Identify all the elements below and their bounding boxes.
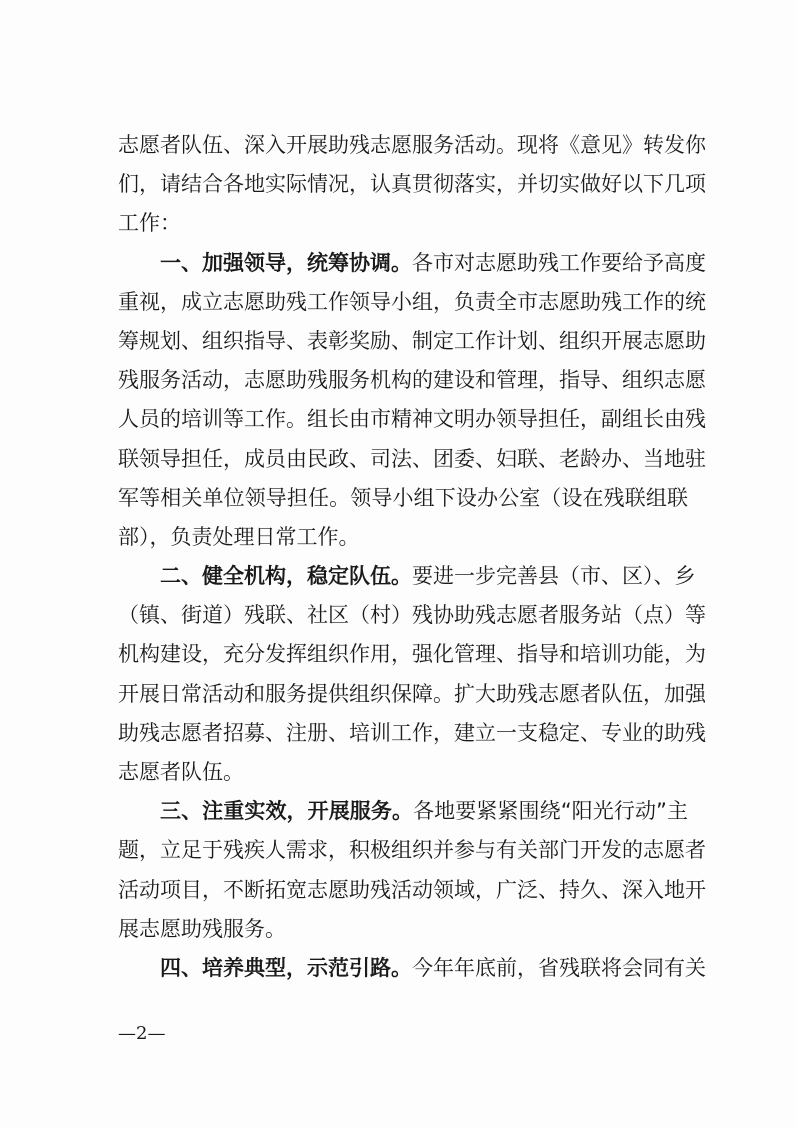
paragraph-first-line [118, 244, 706, 283]
paragraph-text: 今年年底前，省残联将会同有关 [412, 955, 706, 980]
text-line: 志愿者队伍、深入开展助残志愿服务活动。现将《意见》转发你 [118, 133, 706, 157]
text-line: 人员的培训等工作。组长由市精神文明办领导担任，副组长由残 [118, 407, 706, 432]
text-line: 助残志愿者招募、注册、培训工作，建立一支稳定、专业的助残 [118, 720, 706, 745]
paragraph-text: 各地要紧紧围绕“阳光行动”主 [413, 799, 688, 824]
text-line: 题，立足于残疾人需求，积极组织并参与有关部门开发的志愿者 [118, 838, 706, 863]
text-line: 部），负责处理日常工作。 [118, 524, 360, 549]
text-line: 活动项目，不断拓宽志愿助残活动领域，广泛、持久、深入地开 [118, 877, 706, 902]
text-line: 们，请结合各地实际情况，认真贯彻落实，并切实做好以下几项 [118, 172, 706, 197]
text-line: 筹规划、组织指导、表彰奖励、制定工作计划、组织开展志愿助 [118, 328, 706, 353]
paragraph-first-line [118, 949, 706, 988]
section-heading: 一、加强领导，统筹协调。 [160, 250, 412, 275]
paragraph-text: 各市对志愿助残工作要给予高度 [412, 250, 706, 275]
text-line: （镇、街道）残联、社区（村）残协助残志愿者服务站（点）等 [118, 603, 706, 628]
text-line: 展志愿助残服务。 [118, 916, 286, 941]
text-line: 联领导担任，成员由民政、司法、团委、妇联、老龄办、当地驻 [118, 446, 706, 471]
section-heading: 四、培养典型，示范引路。 [160, 955, 412, 980]
text-line: 军等相关单位领导担任。领导小组下设办公室（设在残联组联 [118, 485, 688, 510]
text-line: 机构建设，充分发挥组织作用，强化管理、指导和培训功能，为 [118, 642, 706, 667]
text-line: 残服务活动，志愿助残服务机构的建设和管理，指导、组织志愿 [118, 368, 706, 393]
text-line: 重视，成立志愿助残工作领导小组，负责全市志愿助残工作的统 [118, 289, 706, 314]
document-body [118, 126, 706, 988]
section-heading: 二、健全机构，稳定队伍。 [160, 564, 412, 589]
paragraph-first-line [118, 792, 688, 831]
text-line: 工作： [118, 211, 181, 236]
text-line: 志愿者队伍。 [118, 760, 244, 784]
text-line: 开展日常活动和服务提供组织保障。扩大助残志愿者队伍，加强 [118, 681, 706, 706]
page-number: —2— [118, 1023, 166, 1044]
section-heading: 三、注重实效，开展服务。 [160, 799, 414, 824]
paragraph-first-line [118, 557, 696, 596]
paragraph-text: 要进一步完善县（市、区）、乡 [412, 564, 696, 589]
